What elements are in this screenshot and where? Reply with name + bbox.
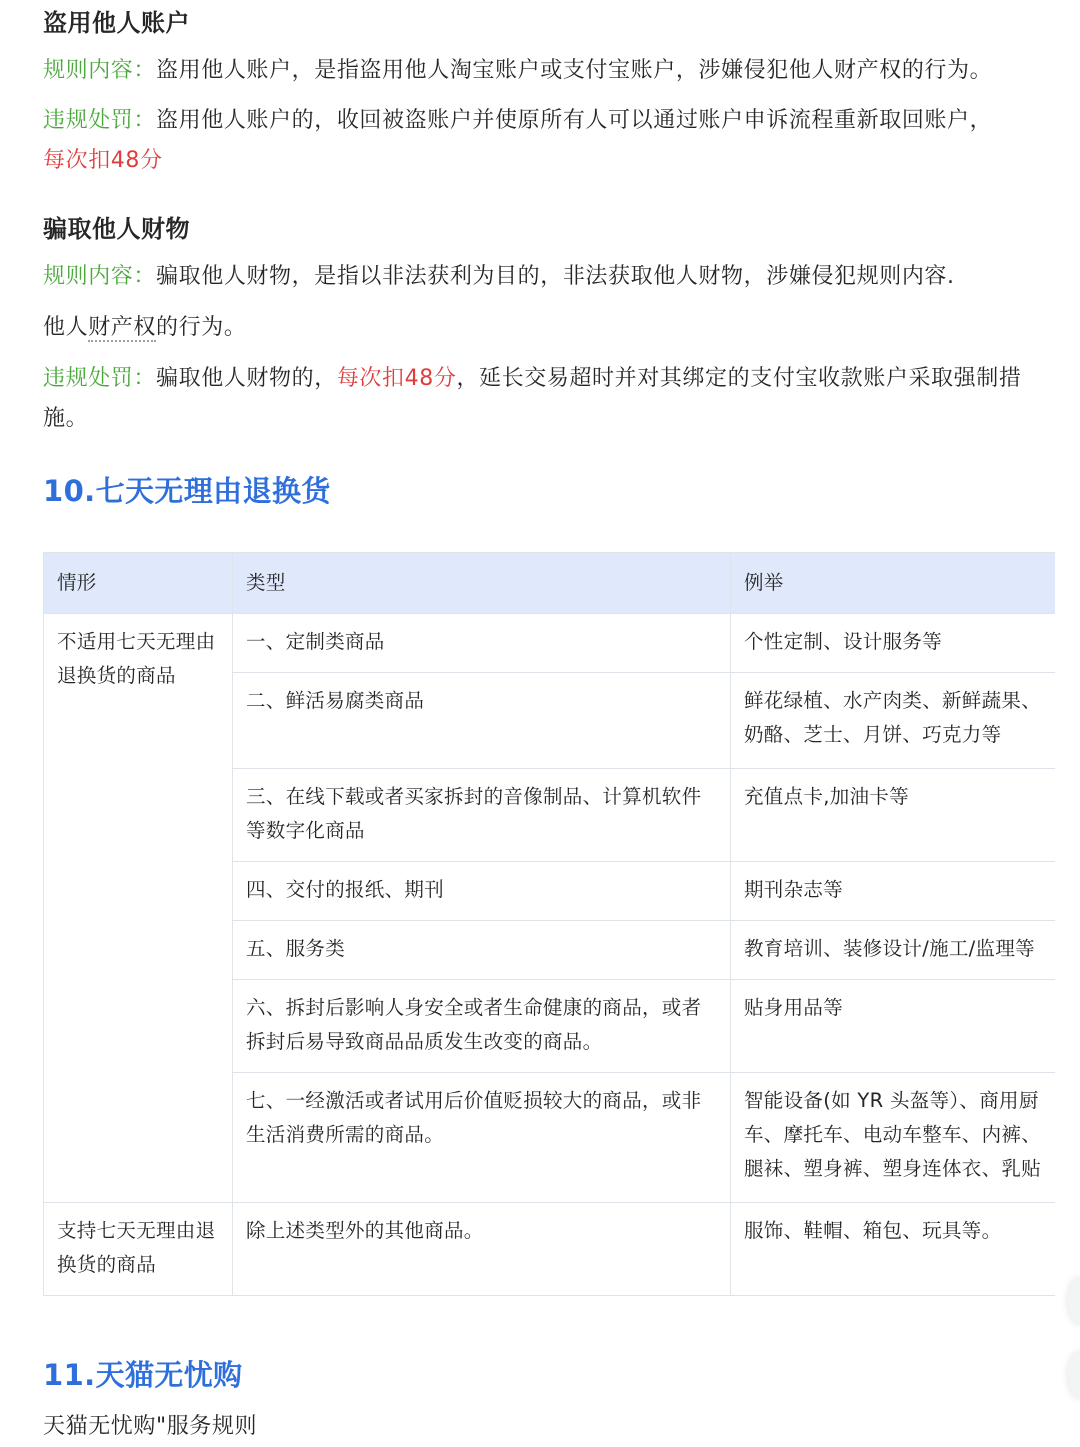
example-cell: 贴身用品等 bbox=[731, 980, 1080, 1073]
type-cell: 六、拆封后影响人身安全或者生命健康的商品，或者拆封后易导致商品品质发生改变的商品。 bbox=[233, 980, 731, 1073]
type-cell: 七、一经激活或者试用后价值贬损较大的商品，或非生活消费所需的商品。 bbox=[233, 1073, 731, 1203]
example-cell bbox=[731, 673, 1080, 769]
example-line: 智能设备(如 YR 头盔等）、商用厨 bbox=[744, 1084, 1071, 1118]
heading-tmall-worry-free: 11.天猫无忧购 bbox=[43, 1353, 243, 1394]
table-overflow-clip bbox=[1055, 552, 1080, 1314]
example-cell: 充值点卡,加油卡等 bbox=[731, 769, 1080, 862]
return-rules-table bbox=[43, 552, 1080, 1296]
table-row bbox=[44, 614, 1080, 673]
floating-edge-button[interactable] bbox=[1068, 1278, 1080, 1324]
column-header-situation: 情形 bbox=[44, 553, 233, 614]
column-header-example: 例举 bbox=[731, 553, 1080, 614]
penalty-label: 违规处罚： bbox=[43, 108, 156, 133]
example-cell bbox=[731, 1073, 1080, 1203]
type-cell: 三、在线下载或者买家拆封的音像制品、计算机软件等数字化商品 bbox=[233, 769, 731, 862]
example-line: 腿袜、塑身裤、塑身连体衣、乳贴 bbox=[744, 1152, 1071, 1186]
table-row bbox=[44, 1203, 1080, 1296]
type-cell: 二、鲜活易腐类商品 bbox=[233, 673, 731, 769]
penalty-paragraph bbox=[43, 101, 1043, 181]
type-cell: 一、定制类商品 bbox=[233, 614, 731, 673]
example-cell: 教育培训、装修设计/施工/监理等 bbox=[731, 921, 1080, 980]
table-header-row bbox=[44, 553, 1080, 614]
rule-content-text-fraud: 骗取他人财物，是指以非法获利为目的，非法获取他人财物，涉嫌侵犯规则内容. bbox=[156, 264, 955, 289]
tmall-service-rules-subtitle: 天猫无忧购"服务规则 bbox=[43, 1407, 1043, 1447]
penalty-text-fraud-pre: 骗取他人财物的， bbox=[156, 366, 337, 391]
rule-text-prefix: 他人 bbox=[43, 315, 88, 340]
penalty-paragraph-fraud bbox=[43, 359, 1043, 439]
group-cell-not-applicable: 不适用七天无理由退换货的商品 bbox=[44, 614, 233, 1203]
example-line: 鲜花绿植、水产肉类、新鲜蔬果、 bbox=[744, 684, 1071, 718]
group-cell-supported: 支持七天无理由退换货的商品 bbox=[44, 1203, 233, 1296]
example-cell: 期刊杂志等 bbox=[731, 862, 1080, 921]
column-header-type: 类型 bbox=[233, 553, 731, 614]
rule-content-label-fraud: 规则内容： bbox=[43, 264, 156, 289]
penalty-text: 盗用他人账户的，收回被盗账户并使原所有人可以通过账户申诉流程重新取回账户， bbox=[156, 108, 992, 133]
penalty-points-highlight-fraud: 每次扣48分 bbox=[337, 366, 457, 391]
example-line: 车、摩托车、电动车整车、内裤、 bbox=[744, 1118, 1071, 1152]
rule-content-text: 盗用他人账户，是指盗用他人淘宝账户或支付宝账户，涉嫌侵犯他人财产权的行为。 bbox=[156, 58, 992, 83]
heading-seven-day-return: 10.七天无理由退换货 bbox=[43, 469, 331, 510]
rule-content-label: 规则内容： bbox=[43, 58, 156, 83]
section-title-account-theft: 盗用他人账户 bbox=[43, 3, 190, 38]
rule-text-suffix: 的行为。 bbox=[156, 315, 246, 340]
type-cell: 除上述类型外的其他商品。 bbox=[233, 1203, 731, 1296]
example-cell: 服饰、鞋帽、箱包、玩具等。 bbox=[731, 1203, 1080, 1296]
property-right-term-link[interactable]: 财产权 bbox=[88, 315, 156, 342]
rule-content-paragraph-fraud bbox=[43, 257, 1043, 297]
type-cell: 四、交付的报纸、期刊 bbox=[233, 862, 731, 921]
penalty-text-fraud-post: ，延长交易超时并对其绑定的支付宝收款账户采取强制措施。 bbox=[43, 366, 1021, 431]
rule-content-continuation bbox=[43, 308, 1043, 348]
type-cell: 五、服务类 bbox=[233, 921, 731, 980]
penalty-label-fraud: 违规处罚： bbox=[43, 366, 156, 391]
penalty-points-highlight: 每次扣48分 bbox=[43, 148, 163, 173]
floating-edge-button[interactable] bbox=[1068, 1352, 1080, 1398]
example-cell: 个性定制、设计服务等 bbox=[731, 614, 1080, 673]
example-line: 奶酪、芝士、月饼、巧克力等 bbox=[744, 718, 1071, 752]
rule-content-paragraph bbox=[43, 51, 1043, 91]
section-title-fraud: 骗取他人财物 bbox=[43, 209, 190, 244]
